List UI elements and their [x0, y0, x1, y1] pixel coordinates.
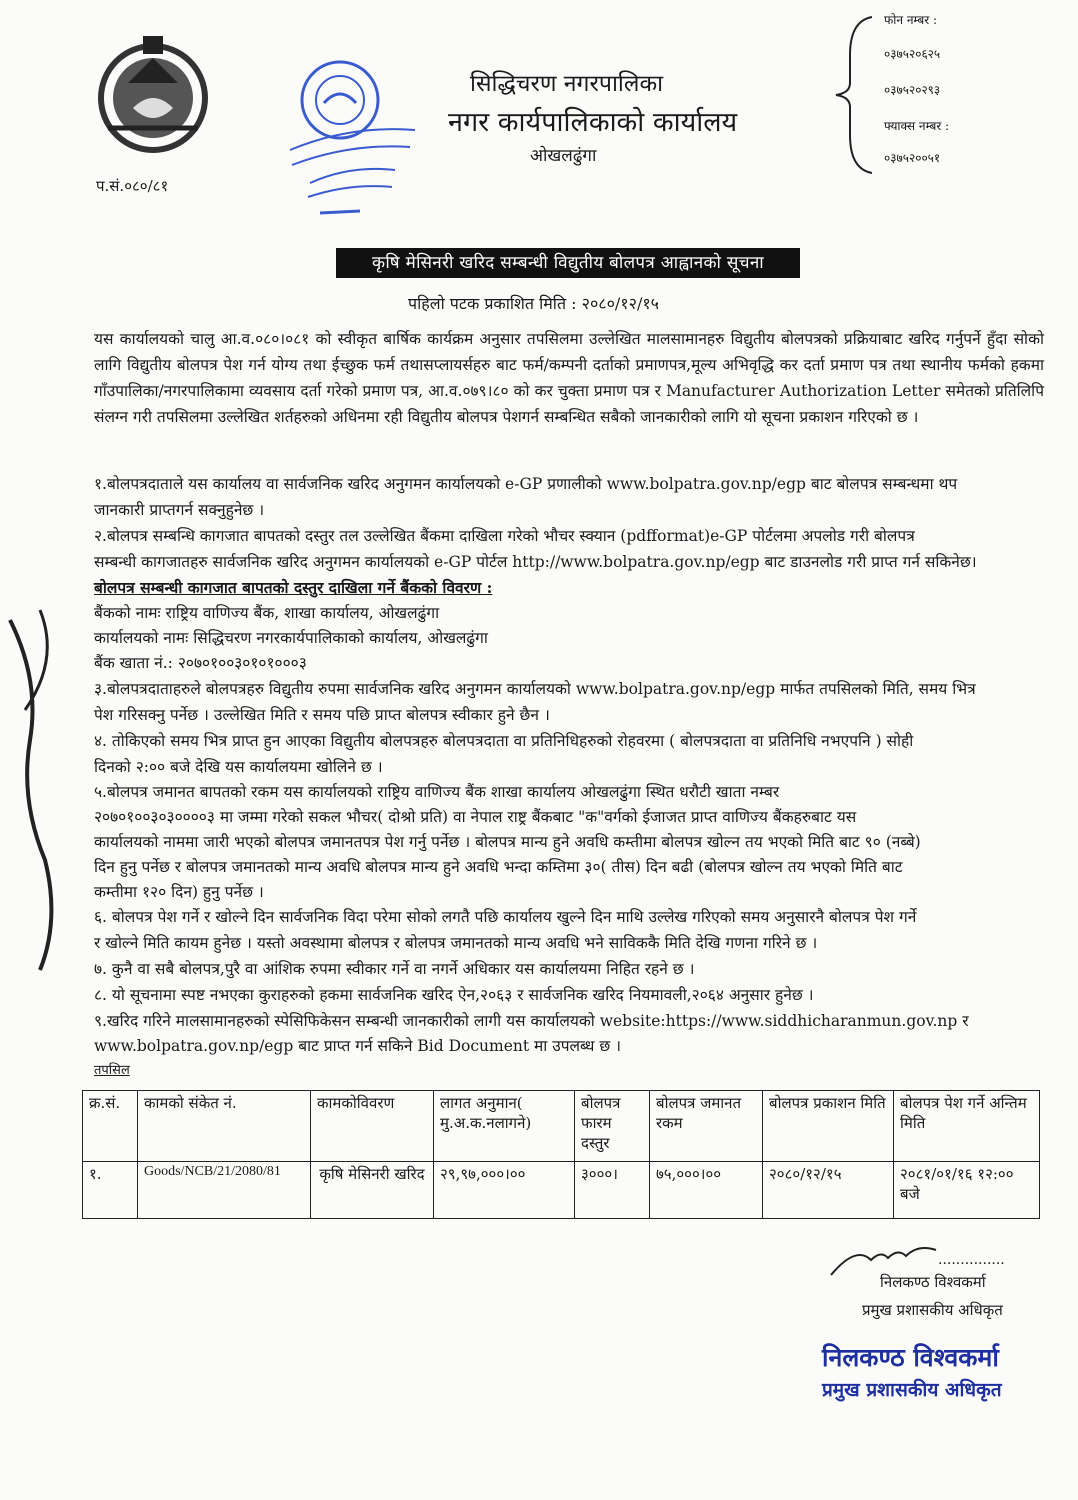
signature-dots: ............... — [938, 1252, 1005, 1268]
intro-paragraph: यस कार्यालयको चालु आ.व.०८०।०८१ को स्वीकृत बार्षिक कार्यक्रम अनुसार तपसिलमा उल्लेखित मालसामानहरु विद्युतीय बोलपत्रको प्रक्रियाबाट खरिद गर्नुपर्ने हुँदा सोको लागि विद्युतीय बोलपत्र पेश गर्न योग्य तथा ईच्छुक फर्म तथासप्लायर्सहरु बाट फर्म/कम्पनी दर्ताको प्रमाणपत्र,मूल्य अभिवृद्धि कर दर्ता प्रमाण पत्र तथा स्थानीय फर्मको हकमा गाँउपालिका/नगरपालिकामा व्यवसाय दर्ता गरेको प्रमाण पत्र, आ.व.०७९।८० को कर चुक्ता प्रमाण पत्र र Manufacturer Authorization Letter समेतको प्रतिलिपि संलग्न गरी तपसिलमा उल्लेखित शर्तहरुको अधिनमा रही विद्युतीय बोलपत्र पेशगर्न सम्बन्धित सबैको जानकारीको लागि यो सूचना प्रकाशन गरिएको छ । — [94, 330, 1044, 426]
clause-4-line1: ४. तोकिएको समय भित्र प्राप्त हुन आएका विद्युतीय बोलपत्रहरु बोलपत्रदाता वा प्रतिनिधिहरुको रोहवरमा ( बोलपत्रदाता वा प्रतिनिधि नभएपनि ) सोही — [94, 732, 914, 750]
clause-7: ७. कुनै वा सबै बोलपत्र,पुरै वा आंशिक रुपमा स्वीकार गर्ने वा नगर्ने अधिकार यस कार्यालयमा निहित रहने छ । — [94, 960, 695, 978]
clause-5-line2: २०७०१००३०३००००३ मा जम्मा गरेको सकल भौचर( दोश्रो प्रति) वा नेपाल राष्ट्र बैंकबाट "क"वर्गको ईजाजत प्राप्त वाणिज्य बैंकहरुबाट यस — [94, 808, 857, 826]
cell-form-fee: ३०००। — [575, 1162, 650, 1219]
bid-schedule-table — [82, 1090, 1040, 1219]
office-location: ओखलढुंगा — [530, 146, 597, 166]
clause-8: ८. यो सूचनामा स्पष्ट नभएका कुराहरुको हकमा सार्वजनिक खरिद ऐन,२०६३ र सार्वजनिक खरिद नियमावली,२०६४ अनुसार हुनेछ । — [94, 986, 814, 1004]
clause-9-line2: www.bolpatra.gov.np/egp बाट प्राप्त गर्न सकिने Bid Document मा उपलब्ध छ । — [94, 1037, 622, 1055]
fax-number: ०३७५२००५१ — [884, 151, 941, 165]
cell-deadline: २०८१/०१/१६ १२:०० बजे — [894, 1162, 1040, 1219]
phone-label: फोन नम्बर : — [884, 13, 938, 27]
clause-1-line2: जानकारी प्राप्तगर्न सक्नुहुनेछ । — [94, 501, 265, 519]
col-header-description: कामकोविवरण — [311, 1091, 434, 1162]
clause-5-line4: दिन हुनु पर्नेछ र बोलपत्र जमानतको मान्य अवधि बोलपत्र मान्य हुने अवधि भन्दा कम्तिमा ३०( तीस) दिन बढी (बोलपत्र खोल्न तय भएको मिति बाट — [94, 858, 903, 876]
col-header-cost-estimate: लागत अनुमान( मु.अ.क.नलागने) — [434, 1091, 575, 1162]
clause-2-line1: २.बोलपत्र सम्बन्धि कागजात बापतको दस्तुर तल उल्लेखित बैंकमा दाखिला गरेको भौचर स्क्यान (pdfformat)e-GP पोर्टलमा अपलोड गरी बोलपत्र — [94, 527, 915, 545]
published-date: पहिलो पटक प्रकाशित मिति : २०८०/१२/१५ — [408, 294, 659, 313]
clause-1-line1: १.बोलपत्रदाताले यस कार्यालय वा सार्वजनिक खरिद अनुगमन कार्यालयको e-GP प्रणालीको www.bolpatra.gov.np/egp बाट बोलपत्र सम्बन्धमा थप — [94, 475, 958, 493]
clause-9-line1: ९.खरिद गरिने मालसामानहरुको स्पेसिफिकेसन सम्बन्धी जानकारीको लागी यस कार्यालयको website:https://www.siddhicharanmun.gov.np र — [94, 1012, 969, 1030]
phone-number-2: ०३७५२०२९३ — [884, 83, 941, 97]
col-header-publish-date: बोलपत्र प्रकाशन मिति — [763, 1091, 894, 1162]
col-header-form-fee: बोलपत्र फारम दस्तुर — [575, 1091, 650, 1162]
clause-5-line3: कार्यालयको नाममा जारी भएको बोलपत्र जमानतपत्र पेश गर्नु पर्नेछ । बोलपत्र मान्य हुने अवधि कम्तीमा बोलपत्र खोल्न तय भएको मिति बाट ९० (नब्बे) — [94, 833, 921, 851]
col-header-code: कामको संकेत नं. — [138, 1091, 311, 1162]
fax-label: फ्याक्स नम्बर : — [884, 119, 950, 133]
clause-2-line2: सम्बन्धी कागजातहरु सार्वजनिक खरिद अनुगमन कार्यालयको e-GP पोर्टल http://www.bolpatra.gov.np/egp बाट डाउनलोड गरी प्राप्त गर्न सकिनेछ। — [94, 553, 977, 571]
tapasil-label: तपसिल — [94, 1063, 130, 1078]
notice-title: कृषि मेसिनरी खरिद सम्बन्धी विद्युतीय बोलपत्र आह्वानको सूचना — [336, 248, 800, 278]
clause-4-line2: दिनको २:०० बजे देखि यस कार्यालयमा खोलिने छ । — [94, 758, 383, 776]
cell-description: कृषि मेसिनरी खरिद — [311, 1162, 434, 1219]
cell-sn: १. — [83, 1162, 138, 1219]
col-header-bid-security: बोलपत्र जमानत रकम — [650, 1091, 763, 1162]
clause-3-line2: पेश गरिसक्नु पर्नेछ । उल्लेखित मिति र समय पछि प्राप्त बोलपत्र स्वीकार हुने छैन । — [94, 706, 550, 724]
nepal-emblem-icon — [88, 28, 218, 158]
account-name: कार्यालयको नामः सिद्धिचरण नगरकार्यपालिकाको कार्यालय, ओखलढुंगा — [94, 629, 488, 647]
clause-6-line1: ६. बोलपत्र पेश गर्ने र खोल्ने दिन सार्वजनिक विदा परेमा सोको लगतै पछि कार्यालय खुल्ने दिन माथि उल्लेख गरिएको समय अनुसारनै बोलपत्र पेश गर्ने — [94, 908, 917, 926]
clause-5-line5: कम्तीमा १२० दिन) हुनु पर्नेछ । — [94, 883, 264, 901]
office-name-line2: नगर कार्यपालिकाको कार्यालय — [448, 107, 738, 138]
title-stamp: प्रमुख प्रशासकीय अधिकृत — [822, 1379, 1002, 1401]
binding-thread — [0, 600, 90, 980]
table-row — [83, 1162, 1040, 1219]
phone-number-1: ०३७५२०६२५ — [884, 47, 941, 61]
clause-3-line1: ३.बोलपत्रदाताहरुले बोलपत्रहरु विद्युतीय रुपमा सार्वजनिक खरिद अनुगमन कार्यालयको www.bolpatra.gov.np/egp मार्फत तपसिलको मिति, समय भित्र — [94, 680, 976, 698]
table-header-row — [83, 1091, 1040, 1162]
account-number: बैंक खाता नं.: २०७०१००३०१०१०००३ — [94, 654, 307, 672]
reference-number: प.सं.०८०/८१ — [96, 177, 169, 195]
cell-code: Goods/NCB/21/2080/81 — [138, 1162, 311, 1219]
brace-icon — [832, 15, 882, 175]
office-name-line1: सिद्धिचरण नगरपालिका — [470, 71, 664, 97]
cell-bid-security: ७५,०००।०० — [650, 1162, 763, 1219]
signatory-name: निलकण्ठ विश्वकर्मा — [880, 1273, 986, 1291]
bank-details-heading: बोलपत्र सम्बन्धी कागजात बापतको दस्तुर दाखिला गर्ने बैंकको विवरण : — [94, 578, 493, 597]
col-header-deadline: बोलपत्र पेश गर्ने अन्तिम मिति — [894, 1091, 1040, 1162]
col-header-sn: क्र.सं. — [83, 1091, 138, 1162]
clause-6-line2: र खोल्ने मिति कायम हुनेछ । यस्तो अवस्थामा बोलपत्र र बोलपत्र जमानतको मान्य अवधि भने साविककै मिति देखि गणना गरिने छ । — [94, 934, 818, 952]
cell-cost-estimate: २९,९७,०००।०० — [434, 1162, 575, 1219]
name-stamp: निलकण्ठ विश्वकर्मा — [822, 1343, 999, 1372]
cell-publish-date: २०८०/१२/१५ — [763, 1162, 894, 1219]
signatory-title: प्रमुख प्रशासकीय अधिकृत — [862, 1301, 1003, 1319]
municipality-stamp — [280, 55, 420, 220]
bank-name: बैंकको नामः राष्ट्रिय वाणिज्य बैंक, शाखा कार्यालय, ओखलढुंगा — [94, 604, 440, 622]
clause-5-line1: ५.बोलपत्र जमानत बापतको रकम यस कार्यालयको राष्ट्रिय वाणिज्य बैंक शाखा कार्यालय ओखलढुंगा स्थित धरौटी खाता नम्बर — [94, 783, 780, 801]
